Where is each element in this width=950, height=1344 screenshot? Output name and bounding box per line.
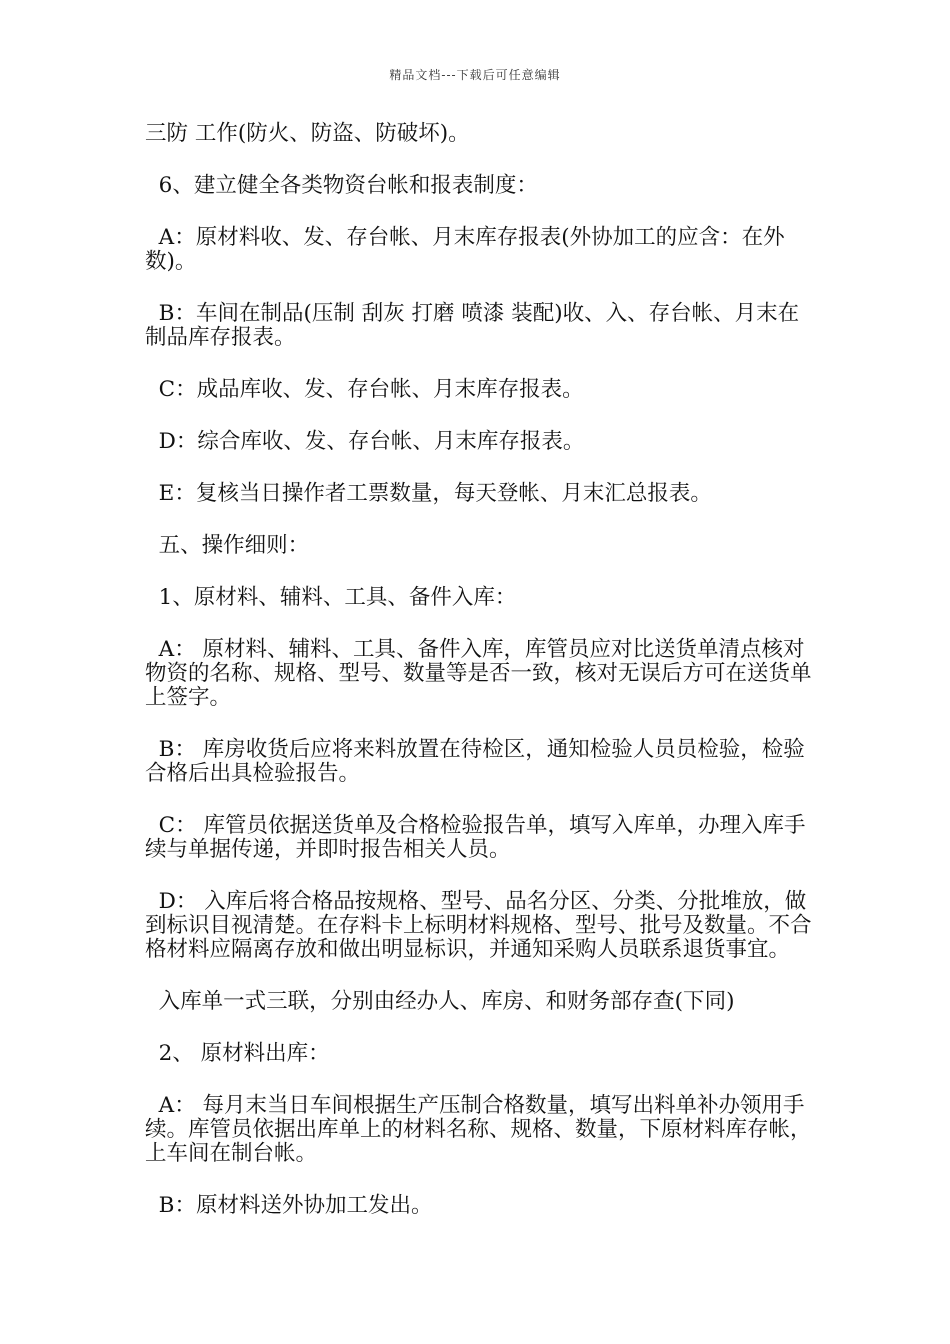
paragraph: D：综合库收、发、存台帐、月末库存报表。 (145, 429, 585, 454)
paragraph: A： 每月末当日车间根据生产压制合格数量，填写出料单补办领用手续。库管员依据出库单上的材料名称、规格、数量，下原材料库存帐，上车间在制台帐。 (145, 1093, 812, 1166)
paragraph: 6、建立健全各类物资台帐和报表制度： (145, 173, 538, 198)
document-body (145, 122, 815, 1218)
paragraph: 入库单一式三联，分别由经办人、库房、和财务部存查(下同) (145, 989, 735, 1014)
paragraph: B：原材料送外协加工发出。 (145, 1193, 433, 1218)
subsection-heading: 1、原材料、辅料、工具、备件入库： (145, 585, 517, 610)
paragraph: B：车间在制品(压制 刮灰 打磨 喷漆 装配)收、入、存台帐、月末在制品库存报表。 (145, 301, 800, 350)
paragraph: C： 库管员依据送货单及合格检验报告单，填写入库单，办理入库手续与单据传递，并即时报告相关人员。 (145, 813, 806, 862)
paragraph: E：复核当日操作者工票数量，每天登帐、月末汇总报表。 (145, 481, 712, 506)
page-header-watermark: 精品文档---下载后可任意编辑 (389, 68, 561, 82)
paragraph: A：原材料收、发、存台帐、月末库存报表(外协加工的应含：在外数)。 (145, 225, 785, 274)
subsection-heading: 2、 原材料出库： (145, 1041, 330, 1066)
paragraph: D： 入库后将合格品按规格、型号、品名分区、分类、分批堆放，做到标识目视清楚。在存料卡上标明材料规格、型号、批号及数量。不合格材料应隔离存放和做出明显标识，并通知采购人员联系退货事宜。 (145, 889, 812, 962)
paragraph: C：成品库收、发、存台帐、月末库存报表。 (145, 377, 584, 402)
paragraph: B： 库房收货后应将来料放置在待检区，通知检验人员员检验，检验合格后出具检验报告。 (145, 737, 805, 786)
paragraph: A： 原材料、辅料、工具、备件入库，库管员应对比送货单清点核对物资的名称、规格、型号、数量等是否一致，核对无误后方可在送货单上签字。 (145, 637, 812, 710)
section-heading: 五、操作细则： (145, 533, 310, 558)
paragraph: 三防 工作(防火、防盗、防破坏)。 (145, 121, 470, 146)
